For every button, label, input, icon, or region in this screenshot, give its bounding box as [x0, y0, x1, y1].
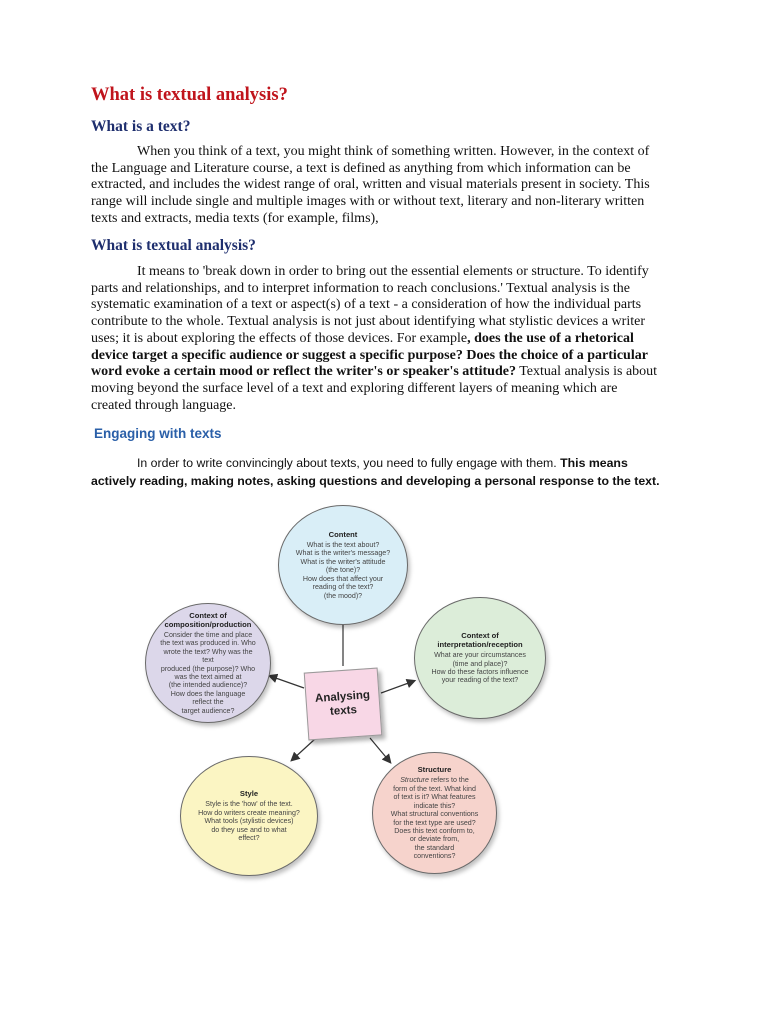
- content-body: [296, 541, 390, 600]
- style-line: do they use and to what: [211, 825, 287, 834]
- context-composition-title-line: composition/production: [164, 619, 252, 629]
- context-reception-line: What are your circumstances: [434, 651, 526, 660]
- context-reception-body: [431, 651, 528, 685]
- context-composition-title: [165, 611, 252, 629]
- structure-line-rest: refers to the: [428, 776, 469, 785]
- structure-body: [391, 776, 479, 860]
- context-composition-title-line: Context of: [189, 610, 227, 620]
- context-composition-line: reflect the: [192, 698, 224, 707]
- context-reception-line: (time and place)?: [452, 659, 508, 668]
- context-composition-line: Consider the time and place: [163, 630, 253, 639]
- paragraph-text: Textual analysis is about moving beyond the surface level of a text and exploring different layers of meaning which are created through language.: [91, 364, 658, 413]
- context-reception-line: your reading of the text?: [441, 676, 519, 685]
- content-title: Content: [328, 530, 358, 540]
- paragraph-what-is-a-text: When you think of a text, you might think of something written. However, in the context of the Language and Literature course, a text is defined as anything from which information can be extracted, and includes the widest range of oral, written and visual materials present in society. This range will include single and multiple images with or without text, literary and non-literary written texts and extracts, media texts (for example, films),: [91, 144, 650, 226]
- heading-what-is-a-text: What is a text?: [91, 118, 191, 135]
- structure-line: conventions?: [413, 852, 456, 861]
- heading-engaging-with-texts: Engaging with texts: [94, 426, 222, 441]
- structure-line: indicate this?: [413, 801, 456, 810]
- content-line: What is the text about?: [306, 541, 380, 550]
- context-composition-line: the text was produced in. Who: [160, 639, 256, 648]
- style-body: [198, 800, 300, 842]
- style-circle: [180, 756, 318, 876]
- structure-line: of text is it? What features: [393, 793, 476, 802]
- structure-line: [391, 776, 479, 784]
- context-reception-title: [437, 631, 522, 649]
- center-label-line: Analysing: [314, 689, 371, 705]
- structure-circle: [372, 752, 497, 874]
- center-label-line: texts: [329, 704, 358, 718]
- content-line: reading of the text?: [312, 583, 374, 592]
- arrow-to-style: [292, 739, 315, 760]
- context-reception-circle: [414, 597, 546, 719]
- content-line: What is the writer's message?: [295, 549, 391, 558]
- center-label: [315, 688, 372, 720]
- content-line: What is the writer's attitude: [300, 557, 386, 566]
- analysing-texts-box: [304, 668, 383, 741]
- context-composition-circle: [145, 603, 271, 723]
- arrow-to-structure: [370, 738, 390, 762]
- context-reception-title-line: Context of: [461, 631, 499, 641]
- content-circle: [278, 505, 408, 625]
- style-line: Style is the 'how' of the text.: [205, 800, 293, 809]
- style-title: Style: [239, 789, 259, 799]
- content-line: (the tone)?: [325, 566, 361, 575]
- paragraph-textual-analysis: [91, 264, 661, 414]
- arrow-to-context-composition: [270, 676, 304, 688]
- context-reception-line: How do these factors influence: [431, 668, 529, 676]
- paragraph-text: In order to write convincingly about texts, you need to fully engage with them.: [137, 456, 561, 470]
- context-composition-line: How does the language: [170, 689, 246, 698]
- page-title: What is textual analysis?: [91, 85, 288, 105]
- context-composition-line: wrote the text? Why was the text: [163, 647, 253, 665]
- context-composition-line: (the intended audience)?: [168, 681, 248, 690]
- style-line: effect?: [238, 834, 260, 843]
- structure-line: for the text type are used?: [393, 818, 476, 827]
- style-line: How do writers create meaning?: [198, 808, 300, 817]
- context-composition-body: [160, 631, 256, 715]
- structure-line: the standard: [414, 843, 455, 852]
- paragraph-bold-text: This means actively reading, making notes, asking questions and developing a personal response to the text.: [91, 456, 660, 488]
- context-composition-line: target audience?: [181, 706, 235, 715]
- style-line: What tools (stylistic devices): [204, 817, 294, 826]
- content-line: (the mood)?: [323, 591, 363, 600]
- structure-line: form of the text. What kind: [393, 784, 476, 793]
- paragraph-bold-text: , does the use of a rhetorical device target a specific audience or suggest a specific purpose? Does the choice of a particular word evoke a certain mood or reflect the writer's or speaker's attitude?: [91, 330, 648, 380]
- structure-line: What structural conventions: [390, 810, 479, 819]
- heading-what-is-textual-analysis: What is textual analysis?: [91, 237, 256, 254]
- paragraph-text: It means to 'break down in order to bring out the essential elements or structure. To identify parts and relationships, and to interpret information to reach conclusions.' Textual analysis is the systematic examination of a text or aspect(s) of a text - a consideration of how the individual parts contribute to the whole. Textual analysis is not just about identifying what stylistic devices a writer uses; it is about exploring the effects of those devices. For example: [91, 264, 649, 346]
- context-composition-line: produced (the purpose)? Who: [160, 664, 256, 673]
- structure-title: Structure: [417, 765, 452, 775]
- paragraph-engaging: [91, 454, 671, 490]
- arrow-to-context-reception: [381, 681, 414, 693]
- structure-italic: Structure: [400, 776, 429, 785]
- structure-line: Does this text conform to,: [394, 826, 475, 835]
- context-reception-title-line: interpretation/reception: [437, 640, 523, 650]
- context-composition-line: was the text aimed at: [174, 673, 242, 681]
- content-line: How does that affect your: [302, 574, 384, 583]
- structure-line: or deviate from,: [409, 835, 460, 844]
